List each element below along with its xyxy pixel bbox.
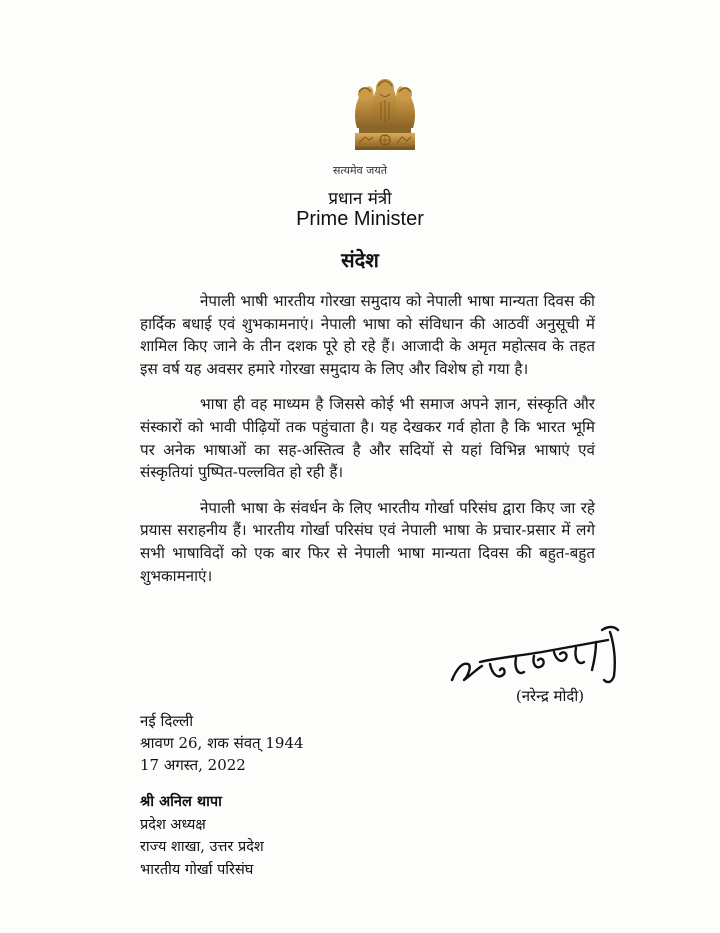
saka-date: श्रावण 26, शक संवत् 1944 <box>140 734 304 752</box>
recipient-designation: प्रदेश अध्यक्ष <box>140 816 206 833</box>
signatory-name: (नरेन्द्र मोदी) <box>515 687 585 705</box>
emblem-motto: सत्यमेव जयते <box>332 164 387 177</box>
place: नई दिल्ली <box>140 712 194 730</box>
recipient-organization: भारतीय गोर्खा परिसंघ <box>140 861 254 878</box>
handwritten-signature <box>446 618 636 690</box>
recipient-name: श्री अनिल थापा <box>140 793 222 810</box>
message-paragraph: नेपाली भाषी भारतीय गोरखा समुदाय को नेपाली भाषा मान्यता दिवस की हार्दिक बधाई एवं शुभकामनाएं। नेपाली भाषा को संविधान की आठवीं अनुसूची में शामिल किए जाने के तीन दशक पूरे हो रहे हैं। आजादी के अमृत महोत्सव के तहत इस वर्ष यह अवसर हमारे गोरखा समुदाय के लिए और विशेष हो गया है। <box>140 292 595 378</box>
recipient-branch: राज्य शाखा, उत्तर प्रदेश <box>140 839 264 855</box>
recipient-block <box>140 791 264 881</box>
message-paragraph: नेपाली भाषा के संवर्धन के लिए भारतीय गोर्खा परिसंघ द्वारा किए जा रहे प्रयास सराहनीय हैं। भारतीय गोर्खा परिसंघ एवं नेपाली भाषा के प्रचार-प्रसार में लगे सभी भाषाविदों को एक बार फिर से नेपाली भाषा मान्यता दिवस की बहुत-बहुत शुभकामनाएं। <box>140 498 595 585</box>
place-and-date <box>140 710 304 776</box>
national-emblem-icon <box>345 70 425 170</box>
message-paragraph: भाषा ही वह माध्यम है जिससे कोई भी समाज अपने ज्ञान, संस्कृति और संस्कारों को भावी पीढ़ियों तक पहुंचाता है। यह देखकर गर्व होता है कि भारत भूमि पर अनेक भाषाओं का सह-अस्तित्व है और सदियों से यहां विभिन्न भाषाएं एवं संस्कृतियां पुष्पित-पल्लवित हो रही हैं। <box>140 395 595 482</box>
office-title-english: Prime Minister <box>296 208 424 230</box>
message-body <box>140 290 595 600</box>
office-title-hindi: प्रधान मंत्री <box>328 189 392 209</box>
message-heading: संदेश <box>341 248 379 272</box>
gregorian-date: 17 अगस्त, 2022 <box>140 756 246 774</box>
